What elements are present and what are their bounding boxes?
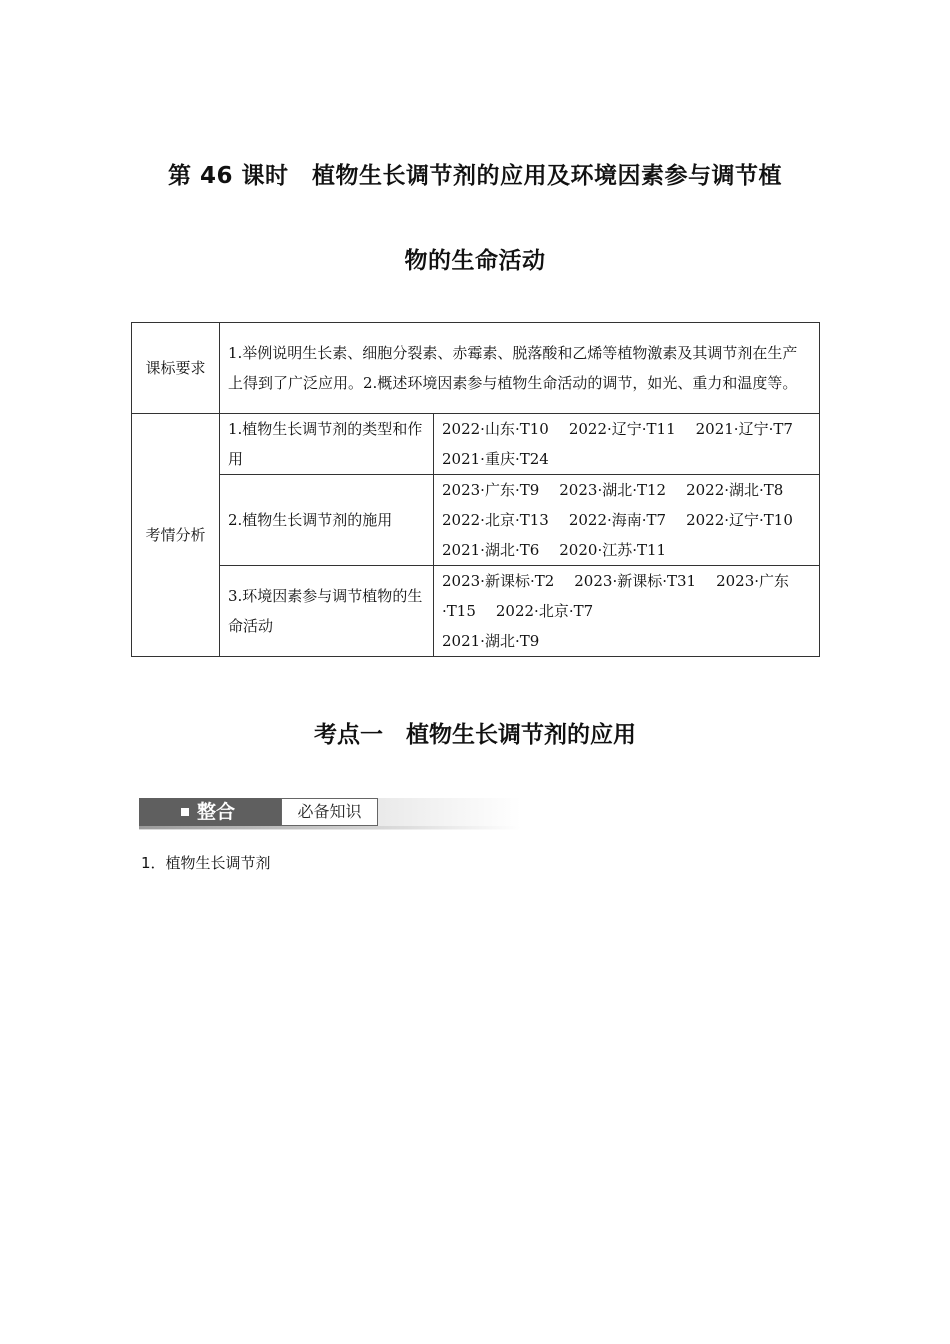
requirements-table [131,322,820,657]
ref-item: 2022·北京·T13 [442,511,549,529]
ref-item: 2021·湖北·T9 [442,632,540,650]
table-row [132,566,820,657]
refs-cell [434,414,820,475]
ref-item: 2021·辽宁·T7 [695,420,793,438]
ref-line [442,475,811,505]
row-head-standards: 课标要求 [132,323,220,414]
banner-label: 整合 [197,801,236,823]
banner-underline [139,826,521,829]
banner-dark-block [139,798,281,826]
ref-line [442,414,811,444]
page-title-line1: 第 46 课时 植物生长调节剂的应用及环境因素参与调节植 [167,163,783,189]
ref-item: 2022·海南·T7 [568,511,667,529]
table-row-standards [132,323,820,414]
ref-item: 2021·湖北·T6 [442,541,540,559]
ref-item: 2021·重庆·T24 [442,450,549,468]
section-title: 考点一 植物生长调节剂的应用 [314,722,636,748]
ref-item: 2022·北京·T7 [495,602,594,620]
page-title-line2: 物的生命活动 [404,248,546,274]
ref-item: 2022·辽宁·T11 [568,420,676,438]
table-row [132,475,820,566]
ref-line [442,444,811,474]
topic-cell: 2.植物生长调节剂的施用 [220,475,434,566]
ref-line [442,596,811,626]
ref-line [442,626,811,656]
ref-item: 2023·湖北·T12 [559,481,667,499]
ref-item: 2023·新课标·T2 [442,572,555,590]
ref-item: 2023·新课标·T31 [574,572,697,590]
ref-item: 2023·广东 [716,572,790,590]
topic-cell: 3.环境因素参与调节植物的生命活动 [220,566,434,657]
ref-item: 2020·江苏·T11 [559,541,667,559]
ref-line [442,505,811,535]
knowledge-banner [139,798,521,830]
row-head-analysis: 考情分析 [132,414,220,657]
ref-line [442,566,811,596]
table-row [132,414,820,475]
topic-cell: 1.植物生长调节剂的类型和作用 [220,414,434,475]
list-item-heading: 1．植物生长调节剂 [141,854,271,872]
standards-content: 1.举例说明生长素、细胞分裂素、赤霉素、脱落酸和乙烯等植物激素及其调节剂在生产上得到了广泛应用。2.概述环境因素参与植物生命活动的调节，如光、重力和温度等。 [220,323,820,414]
square-bullet-icon [181,808,189,816]
ref-item: 2023·广东·T9 [442,481,540,499]
refs-cell [434,566,820,657]
ref-item: 2022·湖北·T8 [686,481,784,499]
ref-item: 2022·山东·T10 [442,420,549,438]
banner-sub-box [281,798,378,826]
ref-item: 2022·辽宁·T10 [686,511,793,529]
banner-sub-label: 必备知识 [297,802,362,821]
refs-cell [434,475,820,566]
ref-line [442,535,811,565]
ref-item: ·T15 [442,602,476,620]
